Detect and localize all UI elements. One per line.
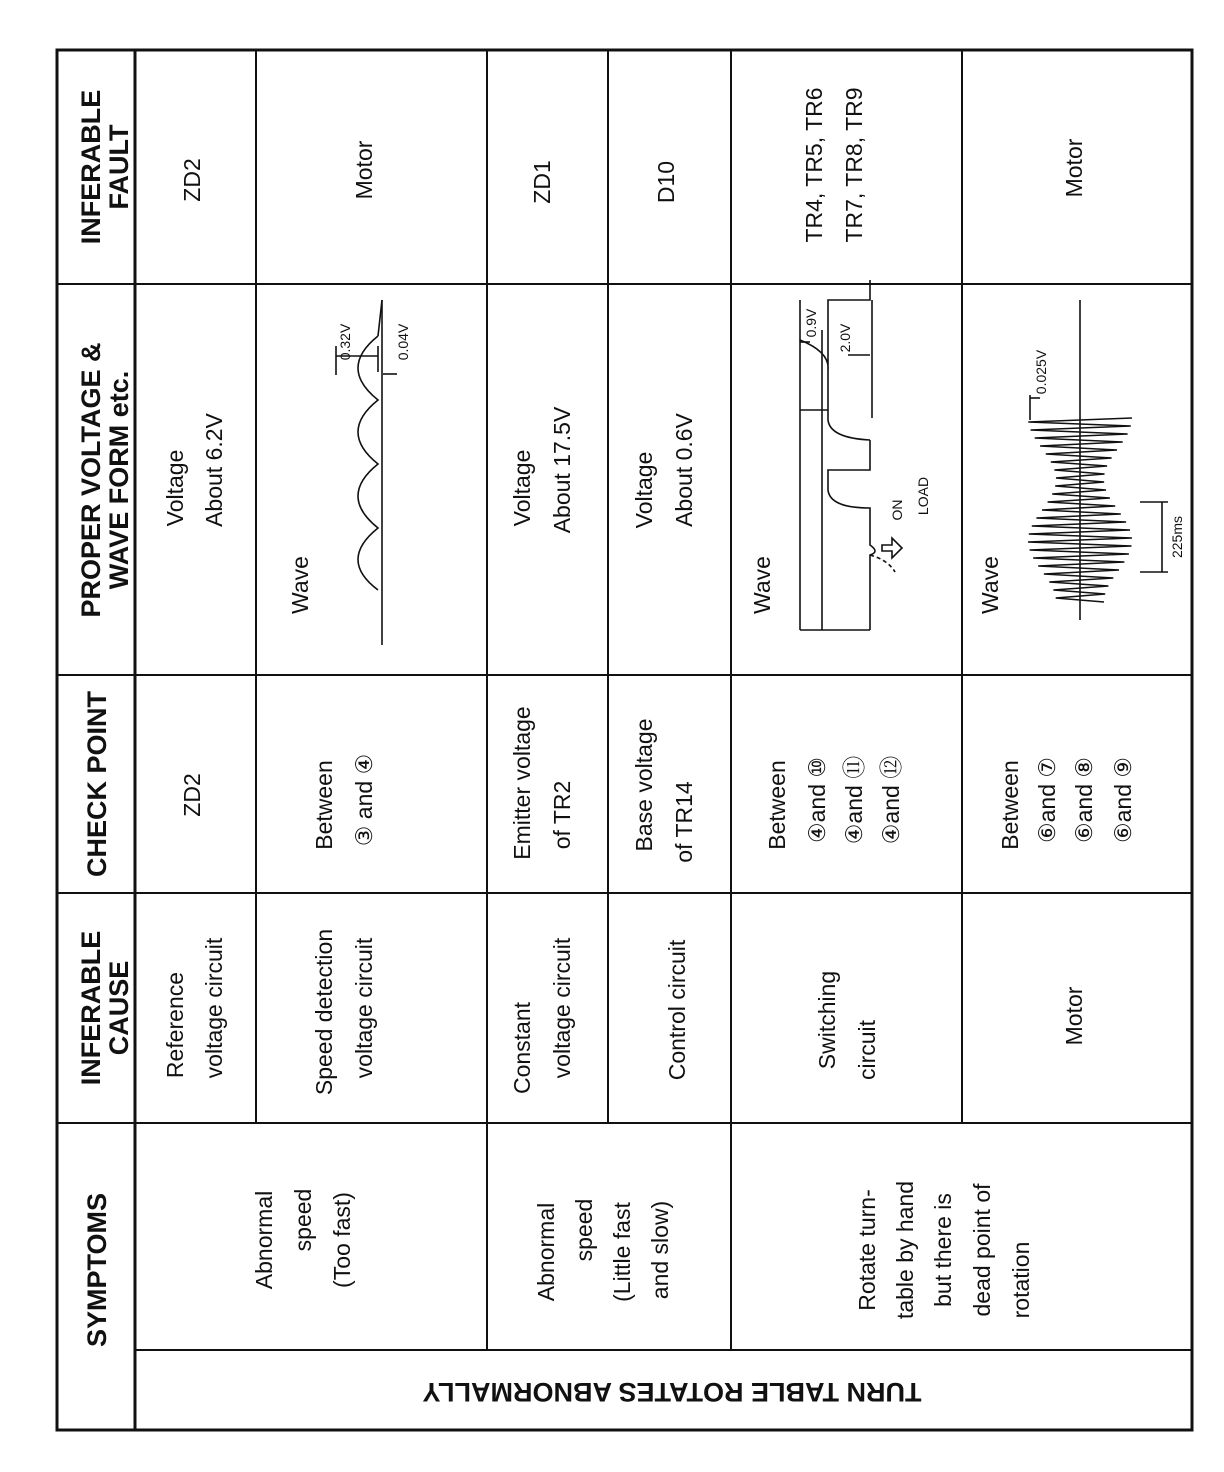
cause-line2: voltage circuit [549, 937, 575, 1079]
cause-line1: Switching [814, 970, 840, 1070]
fault: Motor [351, 140, 377, 200]
row-reference-voltage [162, 158, 227, 1078]
annotation-peak: 0.32V [337, 323, 353, 361]
check-line2: ③ and ④ [351, 753, 377, 847]
symptom-dead-point-line3: but there is [930, 1193, 956, 1307]
check-line4: ⑥and ⑨ [1110, 756, 1136, 844]
cause-line2: voltage circuit [351, 937, 377, 1079]
symptoms [251, 1181, 1034, 1319]
wave-label: Wave [287, 556, 313, 614]
fault: ZD2 [179, 158, 205, 202]
proper-line1: Voltage [162, 449, 188, 527]
row-motor [977, 138, 1185, 1045]
check-line2: ⑥and ⑦ [1034, 756, 1060, 844]
symptom-dead-point-line2: table by hand [892, 1180, 918, 1320]
proper-line1: Voltage [509, 449, 535, 527]
symptom-dead-point-line5: rotation [1008, 1241, 1034, 1319]
header-check-point: CHECK POINT [82, 690, 112, 878]
cause-line2: circuit [854, 1019, 880, 1081]
symptom-too-fast-line2: speed [290, 1188, 316, 1252]
header-cause-line2: CAUSE [104, 960, 134, 1056]
annotation-period: 225ms [1169, 515, 1185, 559]
symptom-fast-slow-line3: (Little fast [609, 1202, 635, 1302]
check-line3: ④and ⑪ [841, 755, 867, 845]
symptom-fast-slow-line4: and slow) [647, 1200, 673, 1300]
cause-line1: Speed detection [311, 928, 337, 1096]
motor-waveform [1028, 300, 1168, 620]
cause-line1: Reference [162, 971, 188, 1079]
waveform-trace [358, 336, 378, 590]
check-line2: ④and ⑩ [804, 756, 830, 844]
check-line1: Emitter voltage [509, 706, 535, 860]
proper-line2: About 17.5V [549, 406, 575, 534]
proper-line1: Voltage [631, 451, 657, 529]
category-label: TURN TABLE ROTATES ABNORMALLY [422, 1376, 922, 1407]
header-proper-line1: PROPER VOLTAGE & [76, 342, 106, 618]
symptom-dead-point-line4: dead point of [969, 1183, 995, 1317]
fault: ZD1 [529, 160, 555, 204]
check-line4: ④and ⑫ [878, 755, 904, 845]
header-fault-line2: FAULT [104, 124, 134, 210]
fault-line1: TR4, TR5, TR6 [801, 87, 827, 243]
symptom-too-fast-line1: Abnormal [251, 1190, 277, 1290]
header-proper-line2: WAVE FORM etc. [104, 370, 134, 590]
row-control-circuit [631, 161, 697, 1080]
annotation-on: ON [889, 499, 905, 521]
proper-line2: About 0.6V [671, 413, 697, 527]
annotation-load: LOAD [915, 476, 931, 516]
symptom-too-fast-line3: (Too fast) [329, 1192, 355, 1288]
check-line1: Base voltage [631, 718, 657, 852]
fault: Motor [1061, 138, 1087, 198]
row-switching-circuit [749, 87, 931, 1080]
cause-line1: Constant [509, 1001, 535, 1095]
check-line3: ⑥and ⑧ [1071, 756, 1097, 844]
cause: Motor [1061, 986, 1087, 1046]
annotation-0-9v: 0.9V [803, 308, 819, 338]
annotation-2-0v: 2.0V [837, 323, 853, 353]
annotation-amplitude: 0.025V [1033, 349, 1049, 395]
header-fault-line1: INFERABLE [76, 89, 106, 245]
check-line2: of TR14 [671, 781, 697, 863]
check-point: ZD2 [179, 773, 205, 817]
cause: Control circuit [664, 939, 690, 1081]
symptom-dead-point-line1: Rotate turn- [854, 1189, 880, 1311]
check-line1: Between [311, 760, 337, 850]
check-line1: Between [997, 760, 1023, 850]
row-constant-voltage [509, 160, 575, 1094]
wave-label: Wave [749, 556, 775, 614]
headers [76, 90, 134, 1347]
cause-line2: voltage circuit [201, 937, 227, 1079]
symptom-fast-slow-line1: Abnormal [533, 1202, 559, 1302]
header-cause-line1: INFERABLE [76, 930, 106, 1086]
fault-line2: TR7, TR8, TR9 [841, 87, 867, 243]
check-line2: of TR2 [549, 780, 575, 850]
annotation-offset: 0.04V [395, 323, 411, 361]
check-line1: Between [764, 760, 790, 850]
proper-line2: About 6.2V [201, 413, 227, 527]
header-symptoms: SYMPTOMS [82, 1192, 112, 1348]
symptom-fast-slow-line2: speed [571, 1198, 597, 1262]
on-load-arrow-icon [882, 538, 902, 558]
wave-label: Wave [977, 556, 1003, 614]
fault: D10 [653, 160, 679, 204]
